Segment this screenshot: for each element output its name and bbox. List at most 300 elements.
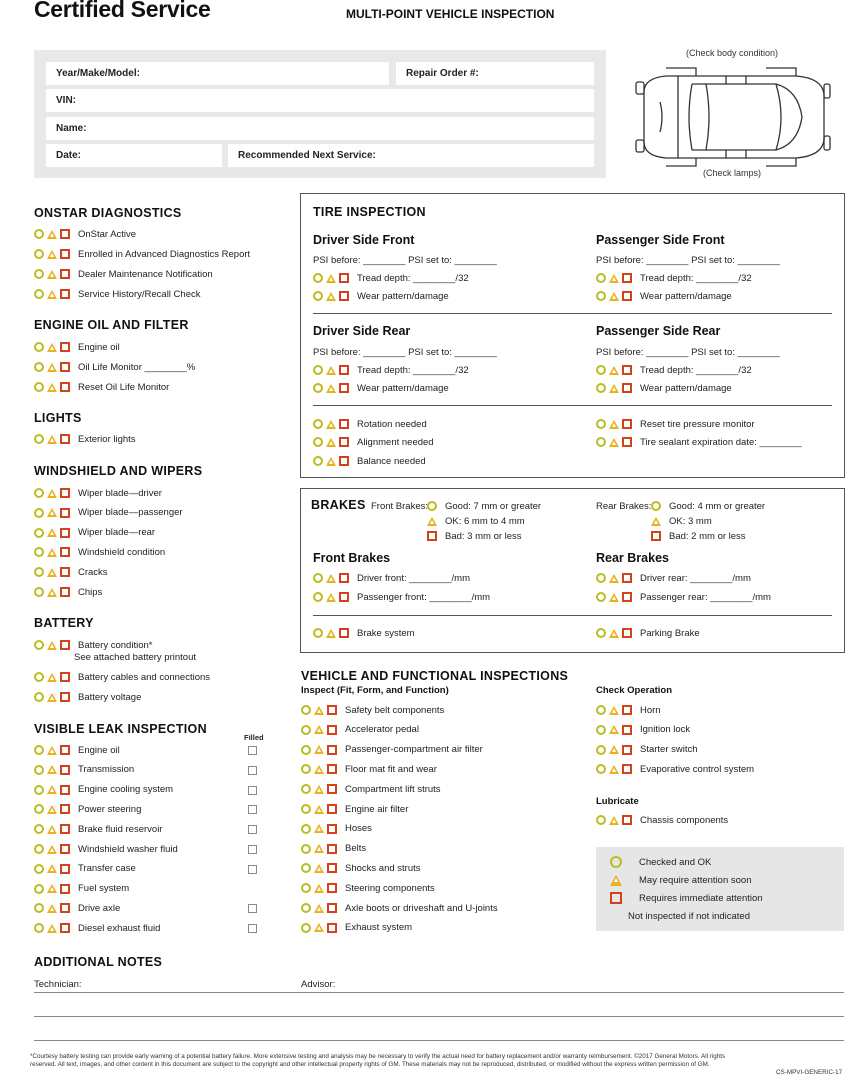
square-icon [327,705,337,715]
checklist-item[interactable] [34,545,165,559]
square-icon [339,592,349,602]
circle-icon [34,745,44,755]
triangle-icon [326,384,336,393]
battery-condition-item[interactable] [34,638,152,652]
circle-icon [34,547,44,557]
filled-checkbox[interactable] [248,904,257,913]
item-label: Passenger-compartment air filter [345,744,483,756]
filled-checkbox[interactable] [248,746,257,755]
square-icon [339,437,349,447]
rating-symbols[interactable] [34,587,73,597]
square-icon [622,705,632,715]
rating-symbols[interactable] [34,434,73,444]
rating-symbols[interactable] [34,382,73,392]
square-icon [60,903,70,913]
circle-icon [34,362,44,372]
circle-icon [301,863,311,873]
triangle-icon [314,904,324,913]
triangle-icon [326,420,336,429]
checklist-item[interactable] [34,763,134,777]
item-label: Engine cooling system [78,784,174,796]
filled-checkbox[interactable] [248,805,257,814]
notes-line[interactable] [34,1040,844,1041]
next-service-field[interactable]: Recommended Next Service: [228,144,594,167]
leak-heading: VISIBLE LEAK INSPECTION [34,722,207,736]
rating-symbols[interactable] [34,229,73,239]
square-icon [327,764,337,774]
item-label: Steering components [345,882,435,894]
rating-symbols[interactable] [596,764,635,774]
checklist-item[interactable] [301,723,419,737]
footer-line1: *Courtesy battery testing can provide early warning of a potential battery failure. More extensive testing and analysis may be necessary to verify the actual need for battery replacement and/or warranty reimbursement. ©2017 General Motors. All rights [30,1053,726,1060]
triangle-icon [314,884,324,893]
rating-symbols[interactable] [34,923,73,933]
item-label: Passenger rear: ________/mm [640,591,771,603]
checklist-item[interactable] [34,802,141,816]
square-icon [622,725,632,735]
triangle-icon [47,343,57,352]
square-icon [60,692,70,702]
tire-heading: TIRE INSPECTION [313,205,426,219]
triangle-icon [326,457,336,466]
checklist-item[interactable] [34,882,129,896]
triangle-icon [326,438,336,447]
rating-symbols[interactable] [34,844,73,854]
rating-symbols[interactable] [301,923,340,933]
front-bad-spec [427,529,522,543]
checklist-item[interactable] [34,432,136,446]
rating-symbols[interactable] [596,291,635,301]
rating-symbols[interactable] [34,824,73,834]
rating-symbols[interactable] [596,725,635,735]
driver-rear-psi[interactable]: PSI before: ________ PSI set to: ________ [313,347,497,358]
checklist-item[interactable] [34,822,162,836]
circle-icon [596,365,606,375]
item-label: Balance needed [357,455,426,467]
filled-checkbox[interactable] [248,865,257,874]
filled-checkbox[interactable] [248,825,257,834]
triangle-icon [609,292,619,301]
repair-order-field[interactable]: Repair Order #: [396,62,594,85]
checklist-item[interactable] [596,813,728,827]
rating-symbols[interactable] [301,824,340,834]
triangle-icon [47,864,57,873]
passenger-rear-psi[interactable]: PSI before: ________ PSI set to: ________ [596,347,780,358]
date-field[interactable]: Date: [46,144,222,167]
triangle-icon [47,230,57,239]
passenger-front-heading: Passenger Side Front [596,233,725,247]
front-brakes-heading: Front Brakes [313,551,391,565]
circle-icon [34,382,44,392]
checklist-item[interactable] [313,381,449,395]
item-label: Tread depth: ________/32 [640,272,752,284]
checklist-item[interactable] [34,380,169,394]
filled-checkbox[interactable] [248,924,257,933]
rating-symbols [610,892,634,904]
notes-line[interactable] [34,992,844,993]
triangle-icon [47,904,57,913]
square-icon [339,573,349,583]
body-condition-caption: (Check body condition) [685,48,779,58]
checklist-item[interactable] [596,743,698,757]
rating-symbols[interactable] [34,508,73,518]
circle-icon [34,289,44,299]
item-label: Engine oil [78,744,120,756]
checklist-item[interactable] [596,626,700,640]
rating-symbols[interactable] [34,864,73,874]
triangle-icon [47,845,57,854]
checklist-item[interactable] [596,703,661,717]
checklist-item[interactable] [34,743,120,757]
checklist-item[interactable] [301,782,441,796]
square-icon [60,434,70,444]
triangle-icon [609,438,619,447]
checklist-item[interactable] [596,571,751,585]
rating-symbols[interactable] [596,592,635,602]
square-icon [622,592,632,602]
checklist-item[interactable] [34,526,155,540]
passenger-front-psi[interactable]: PSI before: ________ PSI set to: ________ [596,255,780,266]
item-label: Belts [345,843,367,855]
rating-symbols[interactable] [596,745,635,755]
square-icon [327,903,337,913]
square-icon [339,628,349,638]
checklist-item[interactable] [34,862,136,876]
circle-icon [313,573,323,583]
circle-icon [34,229,44,239]
rating-symbols[interactable] [596,365,635,375]
rating-symbols [651,531,664,541]
triangle-icon [47,568,57,577]
rating-symbols [610,856,634,868]
rating-symbols[interactable] [313,273,352,283]
checklist-item[interactable] [596,289,732,303]
triangle-icon [326,274,336,283]
rating-symbols[interactable] [34,640,73,650]
checklist-item[interactable] [313,363,469,377]
item-label: Exhaust system [345,922,413,934]
rating-symbols [610,875,634,886]
item-label: Windshield washer fluid [78,843,178,855]
circle-icon [34,923,44,933]
driver-rear-heading: Driver Side Rear [313,324,411,338]
checklist-item[interactable] [313,271,469,285]
rating-symbols[interactable] [596,419,635,429]
rating-symbols[interactable] [34,785,73,795]
triangle-icon [47,884,57,893]
checklist-item[interactable] [301,861,421,875]
filled-checkbox[interactable] [248,786,257,795]
driver-front-psi[interactable]: PSI before: ________ PSI set to: ________ [313,255,497,266]
checklist-item[interactable] [596,435,802,449]
triangle-icon [609,274,619,283]
square-icon [327,863,337,873]
rating-symbols[interactable] [596,383,635,393]
check-operation-heading: Check Operation [596,685,673,696]
filled-checkbox[interactable] [248,766,257,775]
spec-label: OK: 3 mm [669,515,712,527]
checklist-item[interactable] [313,626,415,640]
square-icon [60,362,70,372]
triangle-icon [609,384,619,393]
square-icon [327,804,337,814]
checklist-item[interactable] [301,703,444,717]
rating-symbols[interactable] [313,592,352,602]
rating-symbols[interactable] [34,488,73,498]
circle-icon [596,764,606,774]
triangle-icon [47,785,57,794]
checklist-item[interactable] [596,723,690,737]
square-icon [60,884,70,894]
rating-symbols[interactable] [301,725,340,735]
rating-symbols [427,501,440,511]
triangle-icon [326,574,336,583]
circle-icon [301,903,311,913]
square-icon [622,365,632,375]
rating-symbols[interactable] [34,547,73,557]
square-icon [60,547,70,557]
item-label: Passenger front: ________/mm [357,591,491,603]
item-label: Shocks and struts [345,862,421,874]
document-title: MULTI-POINT VEHICLE INSPECTION [346,7,555,21]
checklist-item[interactable] [34,486,162,500]
square-icon [327,824,337,834]
rating-symbols[interactable] [301,883,340,893]
legend-label: Requires immediate attention [639,892,763,904]
advisor-label: Advisor: [301,979,336,990]
checklist-item[interactable] [301,901,498,915]
square-icon [622,383,632,393]
front-ok-spec [427,514,525,528]
onstar-heading: ONSTAR DIAGNOSTICS [34,206,182,220]
rating-symbols[interactable] [301,764,340,774]
triangle-icon [47,825,57,834]
triangle-icon [609,629,619,638]
rating-symbols[interactable] [313,628,352,638]
checklist-item[interactable] [313,289,449,303]
square-icon [339,273,349,283]
square-icon [60,824,70,834]
filled-checkbox[interactable] [248,845,257,854]
checklist-item[interactable] [596,590,771,604]
circle-icon [313,383,323,393]
item-label: Wear pattern/damage [357,382,449,394]
rating-symbols[interactable] [34,567,73,577]
rating-symbols[interactable] [313,419,352,429]
circle-icon [301,764,311,774]
car-top-view-icon[interactable] [626,62,838,172]
circle-icon [34,528,44,538]
triangle-icon [47,363,57,372]
rating-symbols[interactable] [34,765,73,775]
triangle-icon [47,435,57,444]
rating-symbols[interactable] [34,884,73,894]
checklist-item[interactable] [34,227,136,241]
rating-symbols[interactable] [34,745,73,755]
triangle-icon [609,574,619,583]
rating-symbols[interactable] [301,863,340,873]
spec-label: Good: 7 mm or greater [445,500,542,512]
item-label: Driver front: ________/mm [357,572,470,584]
rating-symbols[interactable] [34,903,73,913]
square-icon [60,488,70,498]
legend-label: May require attention soon [639,874,752,886]
vin-field[interactable]: VIN: [46,89,594,112]
rating-symbols[interactable] [34,692,73,702]
circle-icon [313,592,323,602]
checklist-item[interactable] [34,360,195,374]
square-icon [339,365,349,375]
passenger-rear-heading: Passenger Side Rear [596,324,721,338]
rating-symbols[interactable] [596,273,635,283]
item-label: Ignition lock [640,724,691,736]
item-label: Enrolled in Advanced Diagnostics Report [78,248,251,260]
checklist-item[interactable] [313,435,434,449]
checklist-item[interactable] [596,381,732,395]
divider [313,313,832,314]
rating-symbols[interactable] [34,269,73,279]
rating-symbols[interactable] [313,437,352,447]
item-label: Engine oil [78,341,120,353]
checklist-item[interactable] [301,842,366,856]
rating-symbols[interactable] [596,628,635,638]
name-field[interactable]: Name: [46,117,594,140]
rating-symbols[interactable] [34,289,73,299]
item-label: Tread depth: ________/32 [357,272,469,284]
legend-label: Checked and OK [639,856,712,868]
checklist-item[interactable] [34,842,178,856]
checklist-item[interactable] [596,271,752,285]
checklist-item[interactable] [313,417,427,431]
triangle-icon [326,366,336,375]
circle-icon [34,765,44,775]
item-label: Accelerator pedal [345,724,419,736]
rating-symbols[interactable] [596,705,635,715]
triangle-icon [47,673,57,682]
item-label: Chassis components [640,814,729,826]
checklist-item[interactable] [596,363,752,377]
checklist-item[interactable] [313,454,426,468]
rating-symbols[interactable] [596,573,635,583]
rating-symbols[interactable] [596,437,635,447]
spec-label: Bad: 2 mm or less [669,530,746,542]
checklist-item[interactable] [34,287,200,301]
checklist-item[interactable] [596,417,755,431]
rating-symbols[interactable] [313,573,352,583]
triangle-icon [609,725,619,734]
rating-symbols[interactable] [34,342,73,352]
battery-cables-item[interactable] [34,670,210,684]
circle-icon [301,923,311,933]
rating-symbols[interactable] [313,291,352,301]
rating-symbols[interactable] [301,784,340,794]
checklist-item[interactable] [301,762,437,776]
checklist-item[interactable] [313,571,470,585]
circle-icon [313,365,323,375]
item-label: Exterior lights [78,433,136,445]
rear-bad-spec [651,529,746,543]
circle-icon [301,745,311,755]
rating-symbols[interactable] [313,383,352,393]
rating-symbols[interactable] [34,672,73,682]
divider [313,615,832,616]
checklist-item[interactable] [34,921,160,935]
rating-symbols[interactable] [301,745,340,755]
checklist-item[interactable] [34,340,120,354]
item-label: Fuel system [78,883,130,895]
checklist-item[interactable] [34,585,102,599]
front-good-spec [427,499,541,513]
circle-icon [301,844,311,854]
triangle-icon [47,528,57,537]
checklist-item[interactable] [301,743,483,757]
triangle-icon [47,383,57,392]
checklist-item[interactable] [301,921,412,935]
checklist-item[interactable] [34,506,183,520]
checklist-item[interactable] [34,247,250,261]
year-make-model-field[interactable]: Year/Make/Model: [46,62,389,85]
square-icon [610,892,622,904]
rating-symbols[interactable] [34,528,73,538]
rear-brakes-heading: Rear Brakes [596,551,669,565]
circle-icon [34,903,44,913]
rating-symbols[interactable] [301,804,340,814]
rating-symbols[interactable] [34,249,73,259]
triangle-icon [47,641,57,650]
checklist-item[interactable] [34,565,108,579]
checklist-item[interactable] [301,802,408,816]
rating-symbols[interactable] [313,365,352,375]
rating-symbols[interactable] [301,705,340,715]
rating-symbols[interactable] [313,456,352,466]
item-label: Brake system [357,627,415,639]
rating-symbols[interactable] [34,804,73,814]
square-icon [327,844,337,854]
square-icon [327,725,337,735]
circle-icon [313,419,323,429]
item-label: Wiper blade—driver [78,487,162,499]
rating-symbols[interactable] [596,815,635,825]
checklist-item[interactable] [301,822,372,836]
circle-icon [313,291,323,301]
notes-line[interactable] [34,1016,844,1017]
rating-symbols[interactable] [34,362,73,372]
checklist-item[interactable] [34,901,120,915]
square-icon [60,587,70,597]
checklist-item[interactable] [596,762,754,776]
item-label: Drive axle [78,902,121,914]
item-label: Reset tire pressure monitor [640,418,755,430]
battery-voltage-item[interactable] [34,690,141,704]
circle-icon [313,628,323,638]
triangle-icon [47,508,57,517]
circle-icon [34,269,44,279]
item-label: Wear pattern/damage [640,382,732,394]
triangle-icon [47,270,57,279]
square-icon [651,531,661,541]
triangle-icon [47,805,57,814]
checklist-item[interactable] [313,590,490,604]
checklist-item[interactable] [34,267,213,281]
triangle-icon [326,593,336,602]
checklist-item[interactable] [34,783,173,797]
item-label: Service History/Recall Check [78,288,201,300]
rating-symbols[interactable] [301,844,340,854]
circle-icon [313,456,323,466]
customer-info-panel [34,50,606,178]
rating-symbols[interactable] [301,903,340,913]
checklist-item[interactable] [301,881,435,895]
